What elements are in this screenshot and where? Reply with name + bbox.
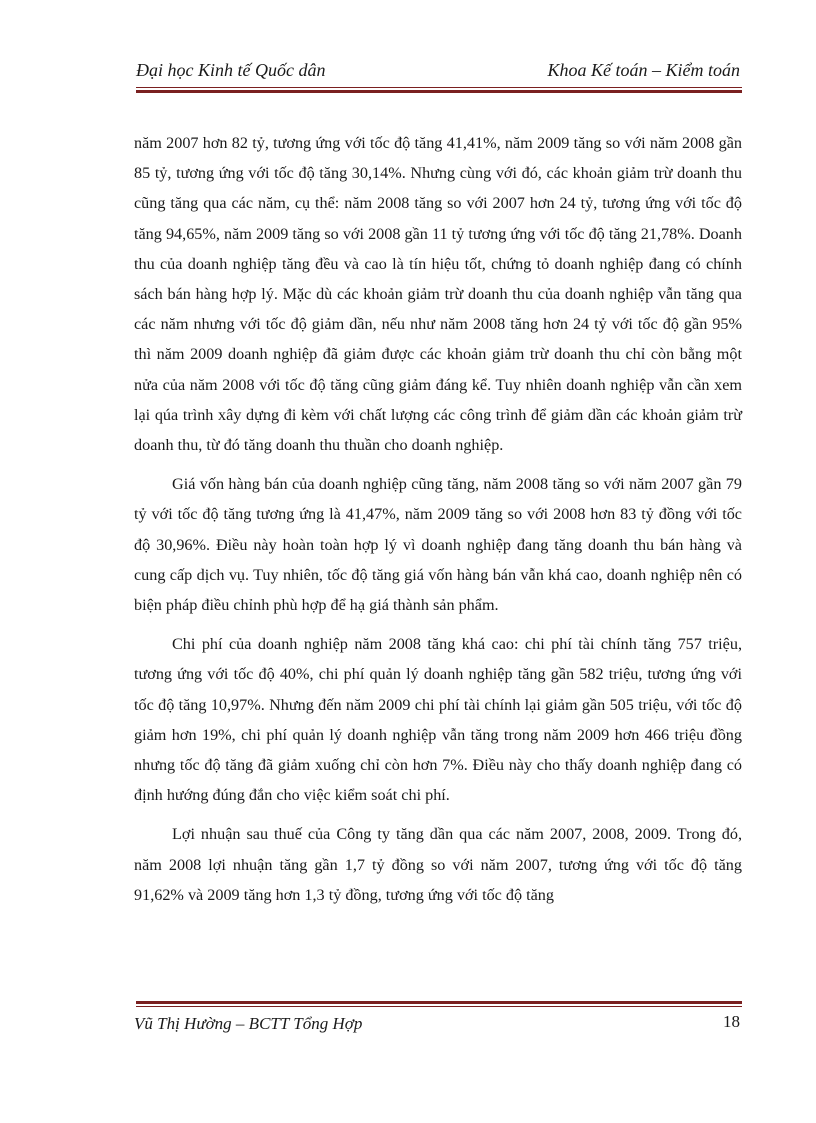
paragraph-cost-of-goods: Giá vốn hàng bán của doanh nghiệp cũng tăng, năm 2008 tăng so với năm 2007 gần 79 tỷ với tốc độ tăng tương ứng là 41,47%, năm 2009 tăng so với 2008 hơn 83 tỷ đồng với tốc độ 30,96%. Điều này hoàn toàn hợp lý vì doanh nghiệp đang tăng doanh thu bán hàng và cung cấp dịch vụ. Tuy nhiên, tốc độ tăng giá vốn hàng bán vẫn khá cao, doanh nghiệp nên có biện pháp điều chỉnh phù hợp để hạ giá thành sản phẩm. [134, 475, 742, 615]
footer-rule-thick [136, 1001, 742, 1004]
footer-author: Vũ Thị Hường – BCTT Tổng Hợp [134, 1014, 363, 1033]
header-rule-thick [136, 90, 742, 93]
paragraph-profit: Lợi nhuận sau thuế của Công ty tăng dần qua các năm 2007, 2008, 2009. Trong đó, năm 2008 lợi nhuận tăng gần 1,7 tỷ đồng so với năm 2007, tương ứng với tốc độ tăng 91,62% và 2009 tăng hơn 1,3 tỷ đồng, tương ứng với tốc độ tăng [134, 825, 742, 904]
page-header [136, 60, 740, 84]
header-faculty: Khoa Kế toán – Kiểm toán [547, 60, 740, 80]
page-number: 18 [723, 1012, 740, 1031]
header-university: Đại học Kinh tế Quốc dân [136, 60, 326, 80]
footer-rule-thin [136, 1006, 742, 1007]
paragraph-expenses: Chi phí của doanh nghiệp năm 2008 tăng khá cao: chi phí tài chính tăng 757 triệu, tương ứng với tốc độ 40%, chi phí quản lý doanh nghiệp tăng gần 582 triệu, tương ứng với tốc độ tăng 10,97%. Nhưng đến năm 2009 chi phí tài chính lại giảm gần 505 triệu, với tốc độ giảm hơn 19%, chi phí quản lý doanh nghiệp vẫn tăng trong năm 2009 hơn 466 triệu đồng nhưng tốc độ tăng đã giảm xuống chỉ còn hơn 7%. Điều này cho thấy doanh nghiệp đang có định hướng đúng đắn cho việc kiểm soát chi phí. [134, 635, 742, 805]
body-text [134, 128, 742, 919]
header-rule-thin [136, 87, 742, 88]
paragraph-revenue: năm 2007 hơn 82 tỷ, tương ứng với tốc độ tăng 41,41%, năm 2009 tăng so với năm 2008 gần 85 tỷ, tương ứng với tốc độ tăng 30,14%. Nhưng cùng với đó, các khoản giảm trừ doanh thu cũng tăng qua các năm, cụ thể: năm 2008 tăng so với 2007 hơn 24 tỷ, tương ứng với tốc độ tăng 94,65%, năm 2009 tăng so với 2008 gần 11 tỷ tương ứng với tốc độ tăng 21,78%. Doanh thu của doanh nghiệp tăng đều và cao là tín hiệu tốt, chứng tỏ doanh nghiệp đang có chính sách bán hàng hợp lý. Mặc dù các khoản giảm trừ doanh thu của doanh nghiệp vẫn tăng qua các năm nhưng với tốc độ giảm dần, nếu như năm 2008 tăng hơn 24 tỷ với tốc độ gần 95% thì năm 2009 doanh nghiệp đã giảm được các khoản giảm trừ doanh thu chỉ còn bằng một nửa của năm 2008 với tốc độ tăng cũng giảm đáng kể. Tuy nhiên doanh nghiệp vẫn cần xem lại qúa trình xây dựng đi kèm với chất lượng các công trình để giảm dần các khoản giảm trừ doanh thu, từ đó tăng doanh thu thuần cho doanh nghiệp. [134, 134, 742, 455]
